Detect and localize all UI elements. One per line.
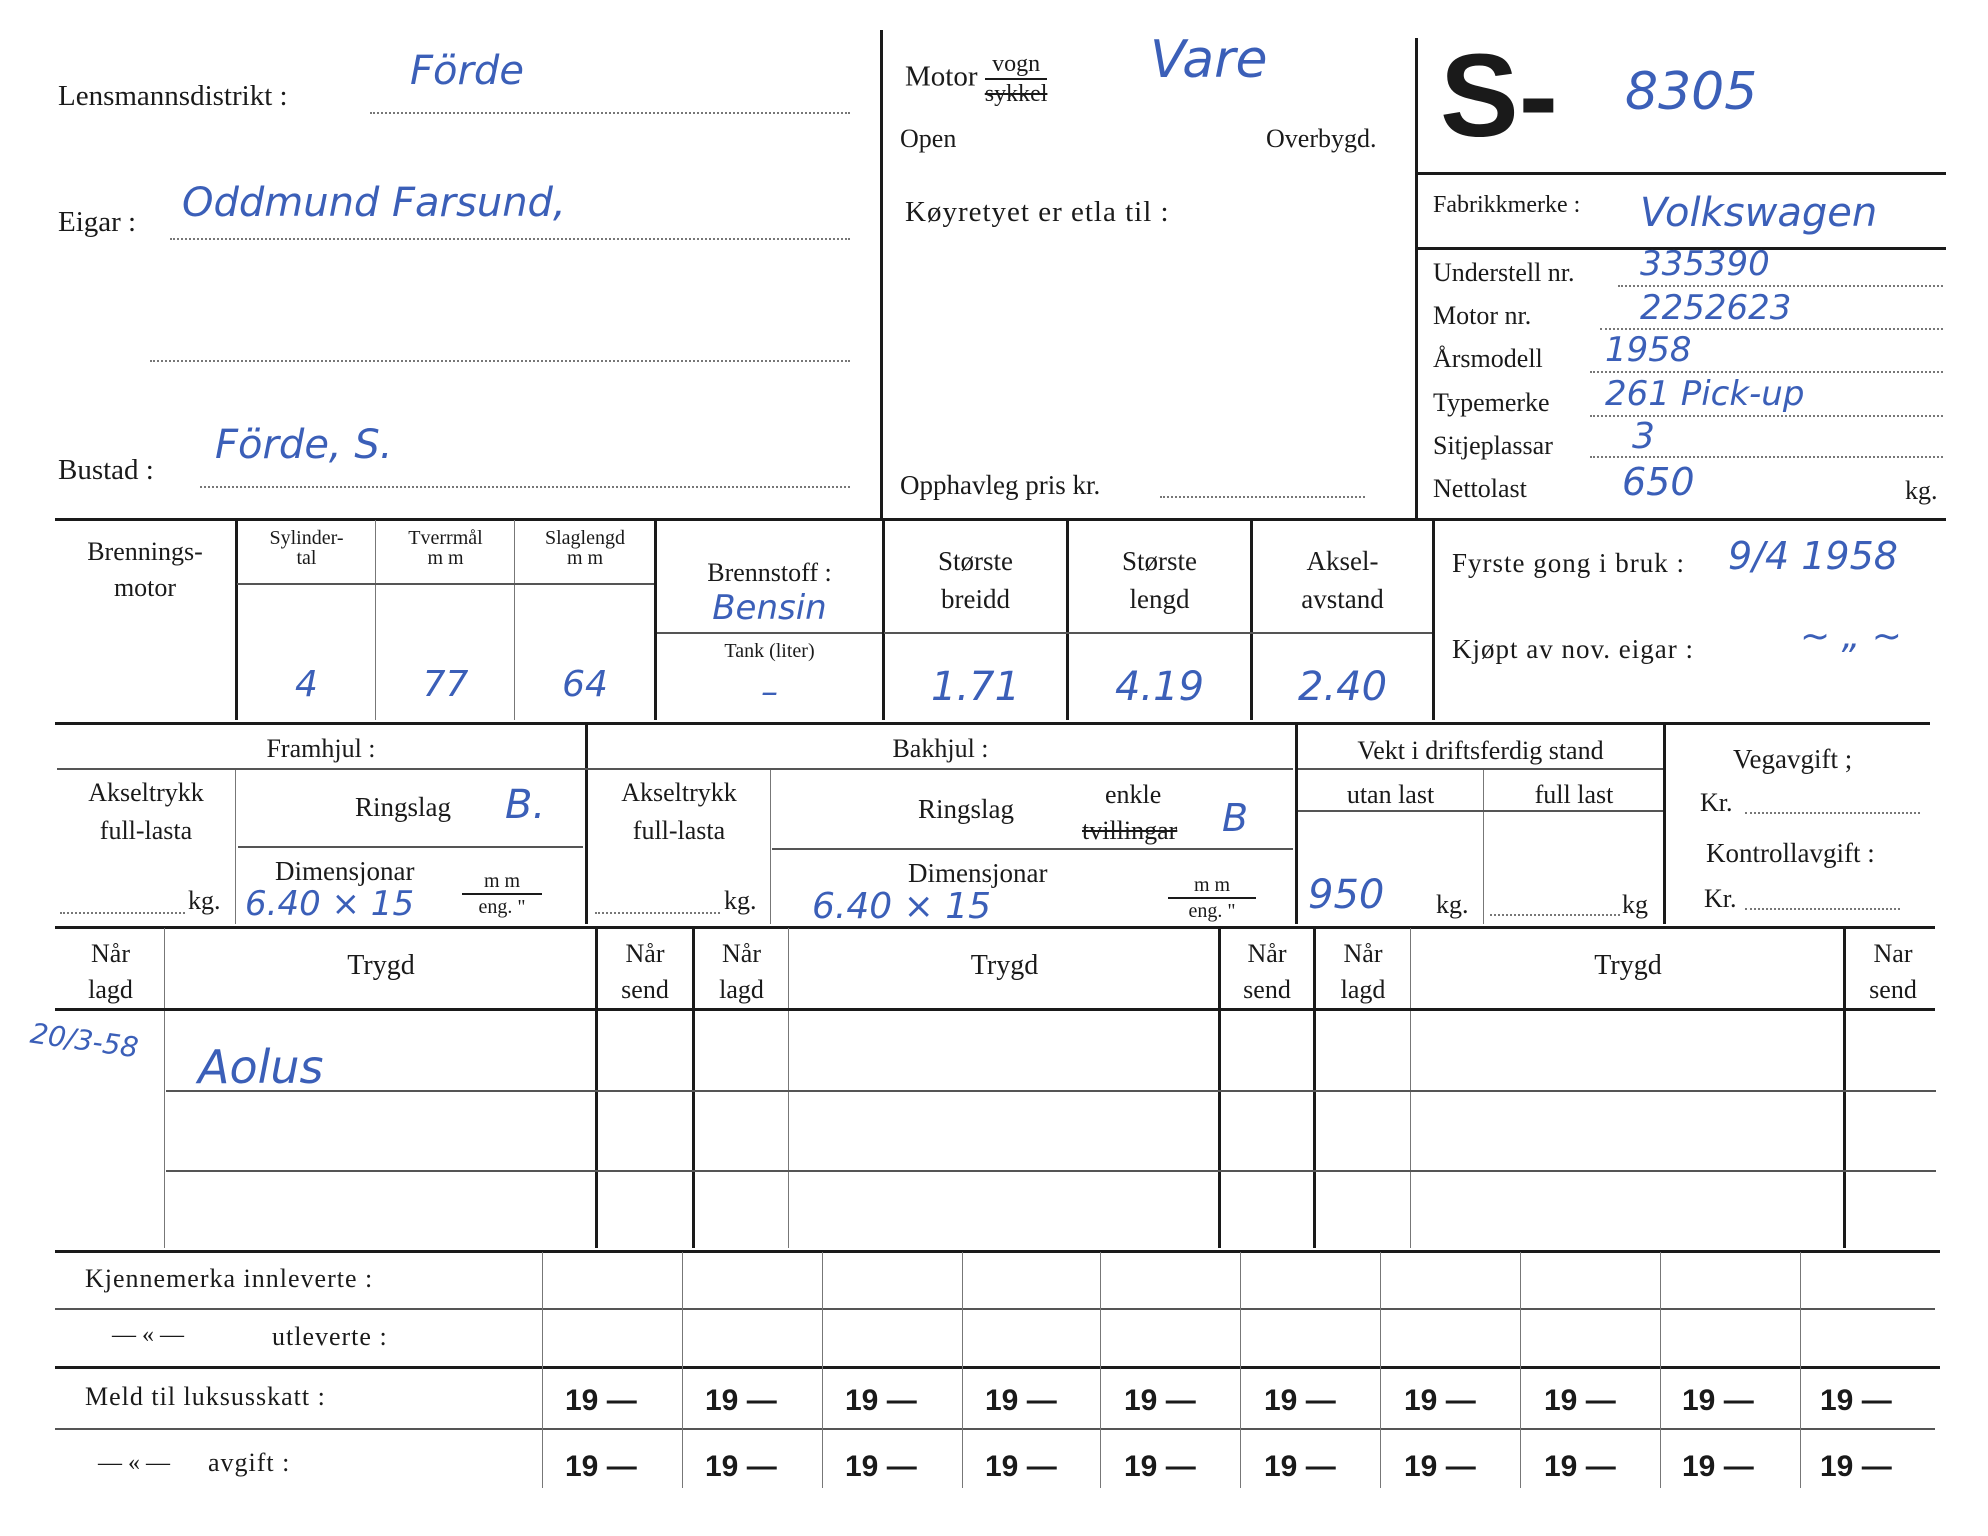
fram-mm-label: m m [462, 870, 542, 895]
sitje-value: 3 [1632, 416, 1655, 457]
divider-middle-right [1415, 38, 1418, 518]
dotted-line [1590, 456, 1943, 458]
footer-col-sep [1660, 1252, 1661, 1488]
fyrste-label: Fyrste gong i bruk : [1452, 548, 1685, 578]
fram-dim-label: Dimensjonar [275, 856, 415, 886]
luksus-year-cell: 19 — [1544, 1384, 1616, 1417]
luksus-year-cell: 19 — [565, 1384, 637, 1417]
brennstoff-label: Brennstoff : [707, 558, 832, 587]
footer-col-sep [1100, 1252, 1101, 1488]
netto-unit: kg. [1905, 476, 1938, 505]
bak-kg: kg. [724, 886, 757, 915]
dotted-line [60, 912, 185, 914]
ins-col-sep [788, 928, 789, 1248]
footer-col-sep [1380, 1252, 1381, 1488]
understell-label: Understell nr. [1433, 258, 1575, 287]
open-label: Open [900, 124, 957, 153]
avgift-year-cell: 19 — [845, 1450, 917, 1483]
footer-col-sep [822, 1252, 823, 1488]
brennstoff-value: Bensin [712, 588, 827, 628]
bak-dim-value: 6.40 × 15 [812, 886, 992, 927]
engine-col-sep [514, 520, 515, 720]
ins-row1-trygd: Aolus [198, 1040, 324, 1094]
motor-fraction [985, 50, 1048, 108]
avgift-year-cell: 19 — [985, 1450, 1057, 1483]
sylinder-value: 4 [295, 664, 318, 705]
bak-ringslag-value: B [1222, 796, 1249, 840]
dotted-line [1745, 812, 1920, 814]
eigar-label: Eigar : [58, 206, 137, 238]
ins2-send-header: Når send [1243, 939, 1291, 1004]
motor-label: Motor [905, 60, 978, 93]
sitje-label: Sitjeplassar [1433, 431, 1553, 460]
fram-ringslag-value: B. [505, 782, 546, 828]
fabrikk-label: Fabrikkmerke : [1433, 192, 1581, 218]
slag-label: Slaglengd m m [545, 527, 625, 569]
netto-value: 650 [1622, 460, 1695, 504]
footer-row-line [55, 1428, 1935, 1430]
typemerke-label: Typemerke [1433, 388, 1550, 417]
pris-label: Opphavleg pris kr. [900, 470, 1101, 500]
luksus-year-cell: 19 — [1264, 1384, 1336, 1417]
typemerke-value: 261 Pick-up [1605, 374, 1805, 414]
tverr-value: 77 [422, 664, 469, 705]
ins1-trygd-header: Trygd [347, 950, 415, 981]
vegavgift-kr: Kr. [1700, 788, 1733, 817]
reg-number: 8305 [1625, 62, 1758, 122]
wheel-header-line [57, 768, 1293, 770]
avgift-year-cell: 19 — [1404, 1450, 1476, 1483]
overbygd-label: Overbygd. [1266, 124, 1377, 153]
kjopt-label: Kjøpt av nov. eigar : [1452, 634, 1694, 664]
divider-footer [55, 1366, 1940, 1369]
lengd-value: 4.19 [1114, 664, 1205, 710]
ins1-lagd-header: Når lagd [88, 939, 133, 1004]
kontroll-kr: Kr. [1704, 884, 1737, 913]
bak-eng-label: eng. " [1188, 900, 1236, 922]
motor-vogn: vogn [985, 50, 1048, 80]
divider-insurance [55, 1250, 1940, 1253]
ins-col-sep [164, 928, 165, 1248]
footer-col-sep [1240, 1252, 1241, 1488]
luksus-year-cell: 19 — [1124, 1384, 1196, 1417]
engine-col-sep [375, 520, 376, 720]
utan-value: 950 [1308, 872, 1385, 918]
brennings-label: Brennings- motor [87, 537, 203, 602]
breidd-label: Største breidd [937, 546, 1013, 614]
dotted-line [1160, 496, 1365, 498]
fram-akseltrykk-label: Akseltrykk full-lasta [88, 778, 204, 845]
ins-header-line [55, 1008, 1935, 1011]
wheel-col-sep [235, 770, 236, 924]
vekt-label: Vekt i driftsferdig stand [1357, 736, 1604, 765]
divider-top-section [55, 518, 1946, 521]
lensmann-label: Lensmannsdistrikt : [58, 80, 288, 112]
divider-wheels [55, 926, 1935, 929]
tverr-label: Tverrmål m m [408, 527, 483, 569]
fram-eng-label: eng. " [478, 896, 526, 918]
avgift-prefix: — « — [98, 1450, 170, 1476]
avgift-year-cell: 19 — [1124, 1450, 1196, 1483]
bak-ringslag-label: Ringslag [918, 794, 1015, 824]
enkle-label: enkle [1105, 780, 1162, 809]
tank-label: Tank (liter) [724, 640, 815, 662]
fyrste-value: 9/4 1958 [1728, 534, 1898, 578]
framhjul-label: Framhjul : [266, 734, 376, 763]
footer-row-line [55, 1308, 1935, 1310]
fram-ringslag-label: Ringslag [355, 792, 452, 822]
aksel-value: 2.40 [1297, 664, 1388, 710]
fram-dim-value: 6.40 × 15 [245, 884, 415, 924]
luksus-year-cell: 19 — [1820, 1384, 1892, 1417]
luksus-year-cell: 19 — [705, 1384, 777, 1417]
wheel-col-sep [1663, 724, 1666, 924]
luksus-year-cell: 19 — [1404, 1384, 1476, 1417]
dotted-line [1590, 371, 1943, 373]
dotted-line [150, 360, 850, 362]
vegavgift-label: Vegavgift ; [1733, 744, 1853, 774]
bustad-label: Bustad : [58, 454, 154, 486]
motor-sykkel: sykkel [984, 81, 1048, 107]
utleverte-label: utleverte : [272, 1322, 388, 1351]
ins-row1-date: 20/3-58 [28, 1016, 141, 1065]
footer-col-sep [1800, 1252, 1801, 1488]
dotted-line [1618, 285, 1943, 287]
slag-value: 64 [562, 664, 608, 705]
fabrikk-value: Volkswagen [1640, 190, 1878, 236]
footer-col-sep [542, 1252, 543, 1488]
dotted-line [170, 238, 850, 240]
avgift-label: avgift : [208, 1448, 291, 1477]
bak-dim-label: Dimensjonar [908, 858, 1048, 888]
innleverte-label: Kjennemerka innleverte : [85, 1264, 374, 1293]
ins3-lagd-header: Når lagd [1340, 939, 1386, 1004]
wheel-col-sep [1483, 770, 1484, 924]
brennstoff-line [657, 632, 882, 634]
divider-engine [55, 722, 1930, 725]
avgift-year-cell: 19 — [1544, 1450, 1616, 1483]
wheel-col-sep [770, 770, 771, 924]
kontroll-label: Kontrollavgift : [1706, 838, 1875, 868]
vekt-header-line [1298, 768, 1663, 770]
kjopt-value: ~ „ ~ [1800, 616, 1902, 657]
aksel-label: Aksel- avstand [1301, 546, 1384, 614]
luksus-year-cell: 19 — [1682, 1384, 1754, 1417]
full-kg: kg [1622, 890, 1648, 919]
ins-row-line [166, 1170, 1936, 1172]
avgift-year-cell: 19 — [565, 1450, 637, 1483]
dimension-line [884, 632, 1432, 634]
bakhjul-label: Bakhjul : [892, 734, 989, 763]
engine-col-sep [1432, 520, 1435, 720]
motor-type-label [905, 50, 1047, 108]
motor-value: Vare [1150, 30, 1268, 90]
fram-kg: kg. [188, 886, 221, 915]
fram-ring-line [238, 846, 583, 848]
avgift-year-cell: 19 — [1682, 1450, 1754, 1483]
utleverte-prefix: — « — [112, 1322, 184, 1348]
footer-col-sep [1520, 1252, 1521, 1488]
bak-akseltrykk-label: Akseltrykk full-lasta [621, 778, 737, 845]
arsmodell-label: Årsmodell [1433, 344, 1543, 373]
luksus-label: Meld til luksusskatt : [85, 1382, 326, 1411]
vekt-sub-line [1298, 810, 1663, 812]
utan-label: utan last [1346, 780, 1435, 809]
bak-ring-line [772, 848, 1293, 850]
motor-nr-value: 2252623 [1640, 288, 1792, 328]
avgift-year-cell: 19 — [705, 1450, 777, 1483]
divider-reg-box [1418, 172, 1946, 175]
bustad-value: Förde, S. [215, 422, 393, 468]
footer-col-sep [962, 1252, 963, 1488]
ins2-lagd-header: Når lagd [719, 939, 764, 1004]
footer-col-sep [682, 1252, 683, 1488]
dotted-line [595, 912, 720, 914]
understell-value: 335390 [1640, 244, 1770, 284]
full-label: full last [1534, 780, 1614, 809]
luksus-year-cell: 19 — [845, 1384, 917, 1417]
ins-col-sep [1410, 928, 1411, 1248]
tvillingar-label: tvillingar [1082, 816, 1178, 845]
sylinder-label: Sylinder- tal [269, 527, 344, 569]
ins3-trygd-header: Trygd [1594, 950, 1662, 981]
reg-prefix: S- [1440, 30, 1558, 162]
etla-label: Køyretyet er etla til : [905, 196, 1170, 228]
dotted-line [1745, 908, 1900, 910]
lengd-label: Største lengd [1121, 546, 1197, 614]
avgift-year-cell: 19 — [1820, 1450, 1892, 1483]
ins1-send-header: Når send [621, 939, 669, 1004]
dotted-line [370, 112, 850, 114]
ins-row-line [166, 1090, 1936, 1092]
luksus-year-cell: 19 — [985, 1384, 1057, 1417]
lensmann-value: Förde [410, 48, 524, 94]
tank-value: – [761, 672, 778, 712]
divider-left-middle [880, 30, 883, 518]
ins3-send-header: Nar send [1869, 939, 1917, 1004]
engine-subheader-line [237, 583, 654, 585]
utan-kg: kg. [1436, 890, 1469, 919]
bak-mm-label: m m [1168, 874, 1256, 899]
avgift-year-cell: 19 — [1264, 1450, 1336, 1483]
dotted-line [200, 486, 850, 488]
dotted-line [1490, 914, 1620, 916]
eigar-value: Oddmund Farsund, [182, 180, 566, 226]
arsmodell-value: 1958 [1605, 330, 1692, 370]
motor-nr-label: Motor nr. [1433, 301, 1532, 330]
breidd-value: 1.71 [930, 664, 1021, 710]
ins2-trygd-header: Trygd [970, 950, 1039, 981]
netto-label: Nettolast [1433, 474, 1527, 503]
